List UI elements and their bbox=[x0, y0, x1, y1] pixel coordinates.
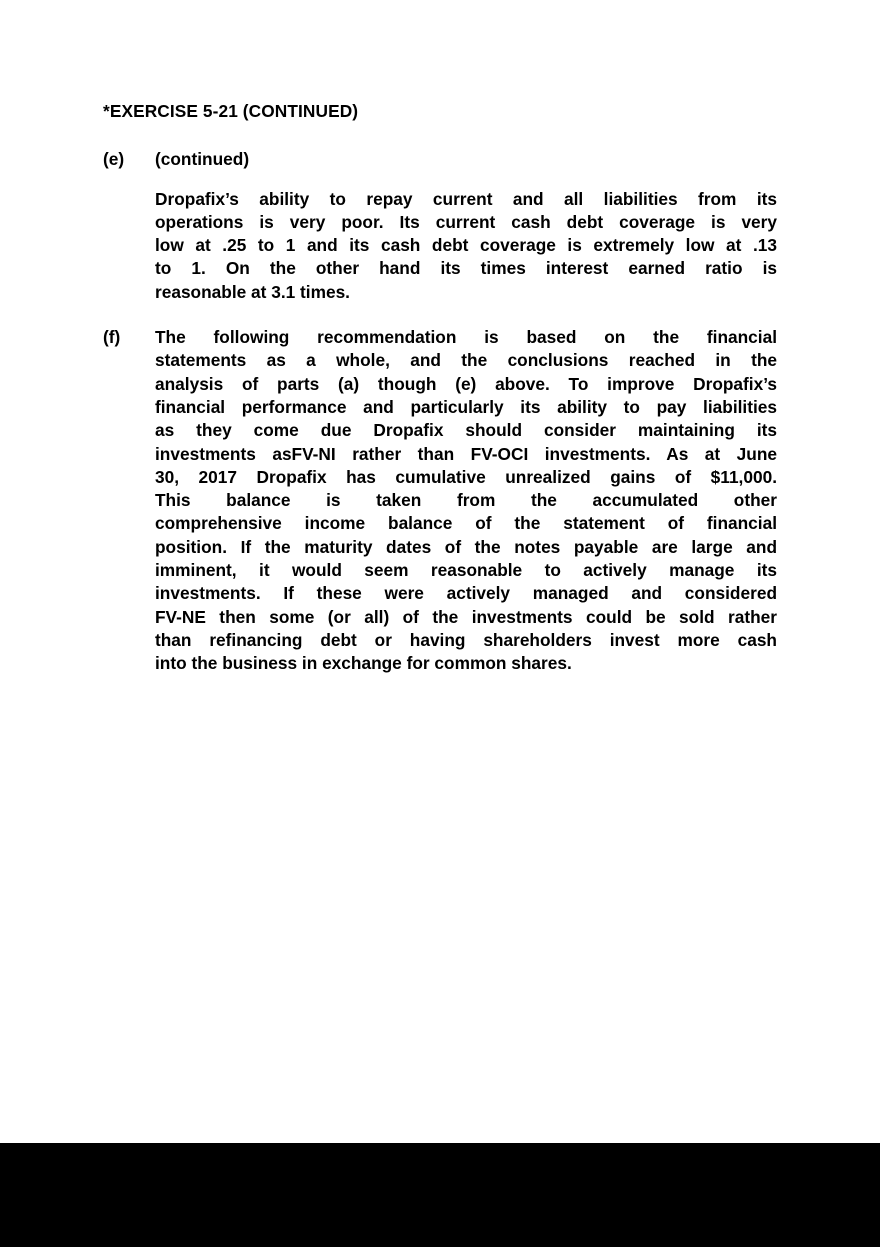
text-line: into the business in exchange for common shares. bbox=[155, 653, 572, 674]
section-f-paragraph bbox=[155, 326, 777, 675]
section-e-body bbox=[103, 188, 880, 304]
text-line: analysis of parts (a) though (e) above. To improve Dropafix’s bbox=[155, 373, 777, 394]
text-line: reasonable at 3.1 times. bbox=[155, 281, 350, 302]
section-f bbox=[103, 326, 880, 675]
text-line: financial performance and particularly its ability to pay liabilities bbox=[155, 396, 777, 417]
section-f-label: (f) bbox=[103, 327, 121, 348]
section-e-paragraph bbox=[155, 188, 777, 304]
text-line: position. If the maturity dates of the notes payable are large and bbox=[155, 536, 777, 557]
bottom-black-letterbox bbox=[0, 1143, 880, 1247]
text-line: statements as a whole, and the conclusions reached in the bbox=[155, 350, 777, 371]
section-e-header bbox=[103, 148, 880, 171]
page-title: *EXERCISE 5-21 (CONTINUED) bbox=[103, 101, 359, 121]
text-line: investments. If these were actively managed and considered bbox=[155, 583, 777, 604]
text-line: than refinancing debt or having shareholders invest more cash bbox=[155, 629, 777, 650]
section-e-label: (e) bbox=[103, 149, 125, 170]
text-line: imminent, it would seem reasonable to actively manage its bbox=[155, 560, 777, 581]
text-line: to 1. On the other hand its times interest earned ratio is bbox=[155, 258, 777, 279]
section-e-continued-label: (continued) bbox=[155, 149, 250, 170]
text-line: The following recommendation is based on the financial bbox=[155, 327, 777, 348]
text-line: low at .25 to 1 and its cash debt coverage is extremely low at .13 bbox=[155, 235, 777, 256]
text-line: 30, 2017 Dropafix has cumulative unrealized gains of $11,000. bbox=[155, 466, 777, 487]
text-line: Dropafix’s ability to repay current and all liabilities from its bbox=[155, 188, 777, 209]
text-line: investments asFV-NI rather than FV-OCI investments. As at June bbox=[155, 443, 777, 464]
text-line: This balance is taken from the accumulated other bbox=[155, 490, 777, 511]
text-line: as they come due Dropafix should consider maintaining its bbox=[155, 420, 777, 441]
text-line: operations is very poor. Its current cash debt coverage is very bbox=[155, 211, 777, 232]
text-line: comprehensive income balance of the statement of financial bbox=[155, 513, 777, 534]
text-line: FV-NE then some (or all) of the investments could be sold rather bbox=[155, 606, 777, 627]
